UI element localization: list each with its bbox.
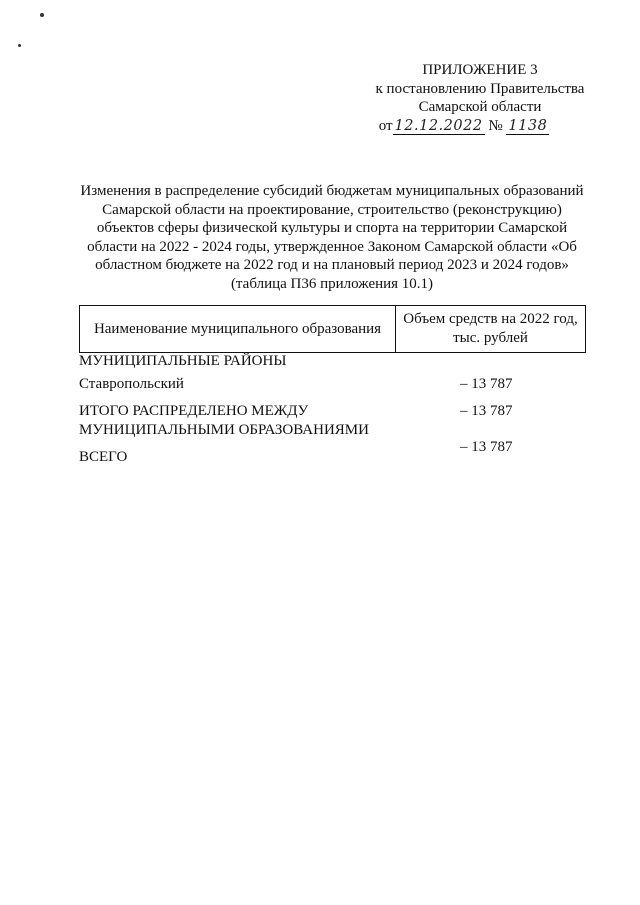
appendix-block [330,61,630,135]
table-header [79,305,586,353]
number-prefix: № [488,117,503,134]
handwritten-number: 1138 [508,117,548,134]
header-amount-line2: тыс. рублей [453,330,528,346]
appendix-line2: Самарской области [418,99,542,115]
appendix-line1: к постановлению Правительства [375,80,585,97]
scan-speck [18,44,21,47]
header-amount-line1: Объем средств на 2022 год, [403,311,578,327]
header-amount-cell [396,306,586,353]
document-title [72,182,592,294]
header-name-cell: Наименование муниципального образования [80,306,396,353]
handwritten-date: 12.12.2022 [394,117,483,134]
scan-speck [40,13,44,17]
section-label: МУНИЦИПАЛЬНЫЕ РАЙОНЫ [79,353,287,369]
title-line: Изменения в распределение субсидий бюджетам муниципальных образований [80,183,584,199]
date-prefix: от [378,117,393,134]
row-value: – 13 787 [460,376,513,392]
title-line: Самарской области на проектирование, строительство (реконструкцию) [102,201,562,218]
total-distributed-label-line1: ИТОГО РАСПРЕДЕЛЕНО МЕЖДУ [79,403,309,419]
title-line: (таблица П36 приложения 10.1) [230,275,434,292]
grand-total-value: – 13 787 [460,439,513,455]
appendix-title: ПРИЛОЖЕНИЕ 3 [422,62,538,78]
row-name: Ставропольский [79,376,184,392]
title-line: областном бюджете на 2022 год и на плановый период 2023 и 2024 годов» [95,257,569,274]
total-distributed-label-line2: МУНИЦИПАЛЬНЫМИ ОБРАЗОВАНИЯМИ [79,422,369,438]
grand-total-label: ВСЕГО [79,449,128,465]
total-distributed-value: – 13 787 [460,403,513,419]
title-line: объектов сферы физической культуры и спорта на территории Самарской [96,220,568,237]
title-line: области на 2022 - 2024 годы, утвержденное Законом Самарской области «Об [87,238,577,255]
appendix-date-line [330,117,630,136]
